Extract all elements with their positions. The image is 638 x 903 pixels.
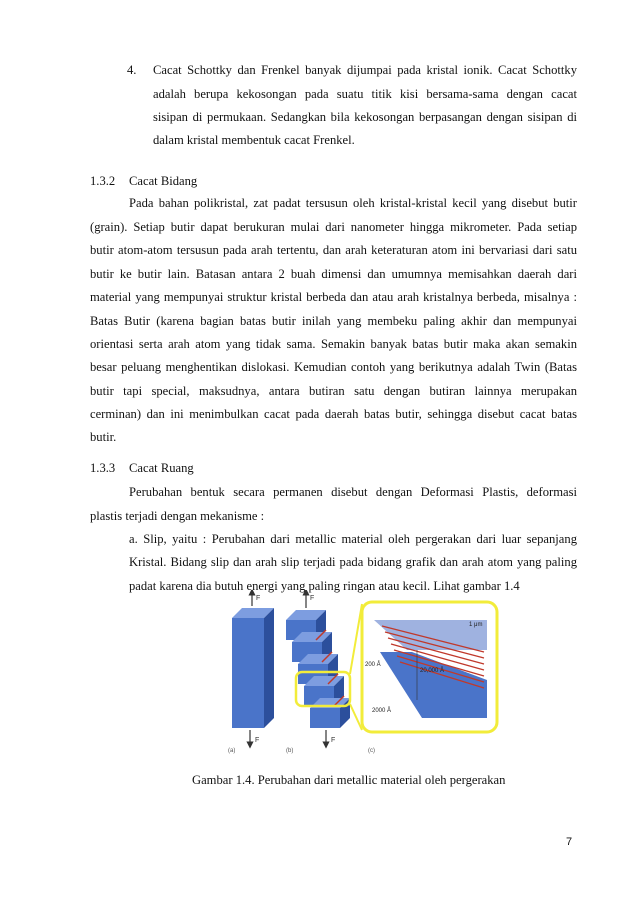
section-132-line-7: orientasi serta arah atom yang tidak sama. Semakin banyak batas butir maka akan semakin <box>90 337 577 351</box>
panel-a-block <box>232 608 274 728</box>
figure-caption: Gambar 1.4. Perubahan dari metallic material oleh pergerakan <box>192 773 506 787</box>
section-132-line-5: material yang mempunyai struktur kristal berbeda dan atau arah kristalnya berbeda, misalnya : <box>90 290 577 304</box>
section-132-line-8: besar peluang menghentikan dislokasi. Kemudian contoh yang berikutnya adalah Twin (Batas <box>90 360 577 374</box>
force-label-a-top: F <box>256 595 261 602</box>
page-number: 7 <box>566 836 573 848</box>
panel-label-c: (c) <box>368 748 375 754</box>
list-item-4-line-3: sisipan di permukaan. Sedangkan bila kekosongan berpasangan dengan sisipan di <box>153 110 577 124</box>
label-20000-angstrom: 20,000 Å <box>420 668 445 674</box>
section-132-line-9: butir tapi special, maksudnya, antara butiran satu dengan butiran lainnya merupakan <box>90 384 577 398</box>
section-132-line-11: butir. <box>90 430 117 444</box>
force-label-a-bottom: F <box>255 737 260 744</box>
section-132-line-2: (grain). Setiap butir dapat berukuran mulai dari nanometer hingga mikrometer. Pada setiap <box>90 220 577 234</box>
section-number-132: 1.3.2 <box>90 174 116 188</box>
list-item-4-line-1: Cacat Schottky dan Frenkel banyak dijumpai pada kristal ionik. Cacat Schottky <box>153 63 577 77</box>
section-title-133: Cacat Ruang <box>129 461 194 475</box>
section-132-line-3: butir atom-atom tersusun pada arah tertentu, dan arah keteraturan atom ini bervariasi dari satu <box>90 243 577 257</box>
list-item-4-line-4: dalam kristal membentuk cacat Frenkel. <box>153 133 355 147</box>
panel-label-b: (b) <box>286 748 294 754</box>
item-a-line-1: a. Slip, yaitu : Perubahan dari metallic material oleh pergerakan dari luar sepanjang <box>129 532 577 546</box>
label-200-angstrom: 200 Å <box>365 662 381 668</box>
force-label-b-bottom: F <box>331 737 336 744</box>
section-133-line-1: Perubahan bentuk secara permanen disebut dengan Deformasi Plastis, deformasi <box>129 485 577 499</box>
list-item-4-line-2: adalah berupa kekosongan pada suatu titik kisi bersama-sama dengan cacat <box>153 87 577 101</box>
slip-deformation-figure <box>222 590 582 755</box>
panel-label-a: (a) <box>228 748 236 754</box>
panel-b-steps <box>286 610 350 728</box>
item-a-line-3: padat karena dia butuh energi yang paling ringan atau kecil. Lihat gambar 1.4 <box>129 579 520 593</box>
item-a-line-2: Kristal. Bidang slip dan arah slip terjadi pada bidang grafik dan arah atom yang paling <box>129 555 577 569</box>
section-132-line-4: butir ke butir lain. Batasan antara 2 buah dimensi dan umumnya memisahkan daerah dari <box>90 267 577 281</box>
section-132-line-10: cerminan) dan ini menimbulkan cacat pada daerah batas butir, sehingga disebut cacat batas <box>90 407 577 421</box>
section-133-line-2: plastis terjadi dengan mekanisme : <box>90 509 265 523</box>
section-number-133: 1.3.3 <box>90 461 116 475</box>
section-132-line-1: Pada bahan polikristal, zat padat tersusun oleh kristal-kristal kecil yang disebut butir <box>129 196 577 210</box>
label-2000-angstrom: 2000 Å <box>372 708 392 714</box>
force-label-b-top: F <box>310 595 315 602</box>
label-1um: 1 μm <box>469 622 483 628</box>
list-marker-4: 4. <box>127 63 137 77</box>
section-title-132: Cacat Bidang <box>129 174 198 188</box>
section-132-line-6: Batas Butir (karena bagian batas butir inilah yang membeku paling akhir dan mempunyai <box>90 314 577 328</box>
